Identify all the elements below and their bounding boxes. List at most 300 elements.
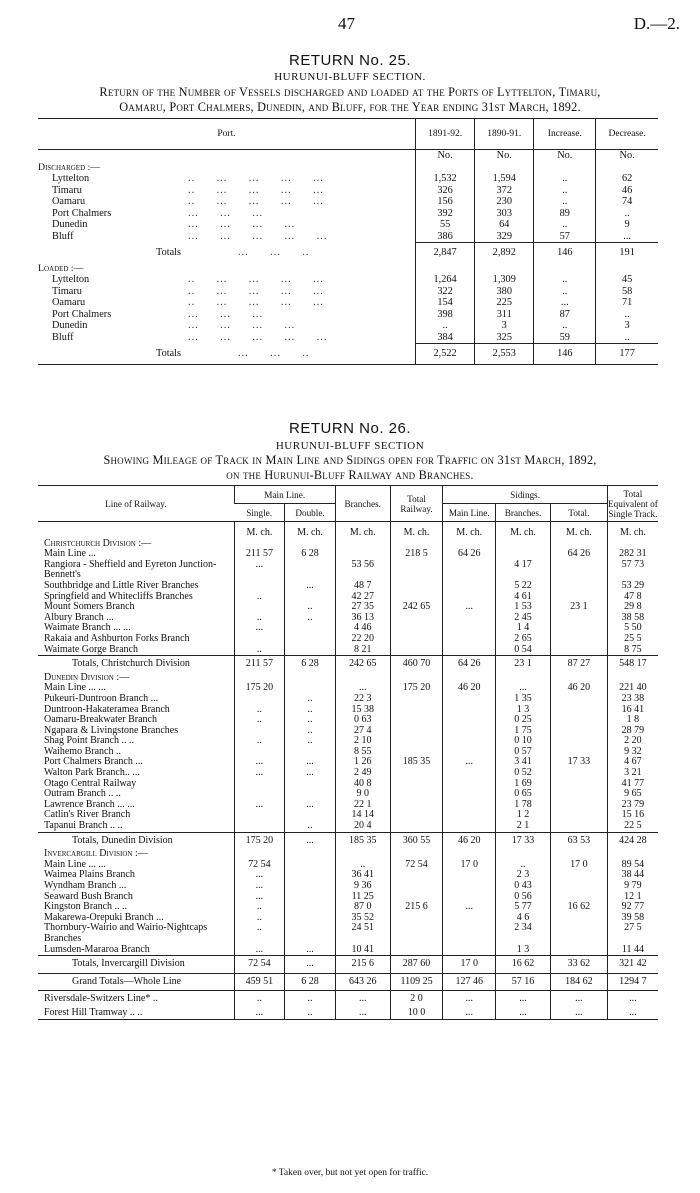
value-cell (285, 860, 336, 871)
railway-name: Catlin's River Branch (44, 809, 131, 821)
value-cell (390, 779, 443, 790)
railway-name: Lawrence Branch ... ... (44, 798, 135, 810)
col-sidings: Sidings. (443, 486, 607, 504)
col-branches: Branches. (335, 486, 390, 522)
value-cell: ... (234, 1008, 285, 1019)
value-cell: 23 1 (550, 602, 607, 613)
value-cell: 1 2 (496, 810, 551, 821)
value-cell: 3 21 (607, 768, 658, 779)
value-cell: ... (550, 1008, 607, 1019)
division-heading-row (38, 539, 658, 550)
value-cell: ... (443, 991, 496, 1008)
port-cell (38, 231, 416, 243)
value-cell: 17 0 (550, 860, 607, 871)
railway-name: Otago Central Railway (44, 777, 137, 789)
value-cell: ... (443, 757, 496, 768)
value-cell: 24 51 (335, 923, 390, 944)
value-cell: ... (496, 991, 551, 1008)
value-cell: 643 26 (335, 973, 390, 991)
value-cell: 1 3 (496, 945, 551, 956)
value-cell: 92 77 (607, 902, 658, 913)
value-cell: ... (285, 768, 336, 779)
port-name: Lyttelton (52, 274, 90, 285)
value-cell: 211 57 (234, 656, 285, 673)
value-cell: 211 57 (234, 549, 285, 560)
col-total-equivalent: Total Equivalent of Single Track. (607, 486, 658, 522)
value-cell (443, 634, 496, 645)
totals-label-cell (38, 344, 416, 365)
value-cell: 326 (416, 185, 475, 197)
value-cell: 185 35 (335, 832, 390, 849)
empty-cell (335, 539, 390, 550)
value-cell (390, 923, 443, 944)
footnote: * Taken over, but not yet open for traffic. (271, 1168, 429, 1178)
value-cell: .. (285, 613, 336, 624)
value-cell (234, 581, 285, 592)
group-heading-row (38, 162, 658, 174)
totals-label-cell (38, 243, 416, 263)
value-cell: 42 27 (335, 592, 390, 603)
value-cell: 22 20 (335, 634, 390, 645)
value-cell: 225 (475, 297, 534, 309)
value-cell (550, 945, 607, 956)
railway-name: Totals, Dunedin Division (38, 832, 234, 849)
value-cell: 9 32 (607, 747, 658, 758)
return-25-desc-line2: Oamaru, Port Chalmers, Dunedin, and Bluff, for the Year ending 31st March, 1892. (119, 100, 581, 114)
return-26-title: RETURN No. 26. (288, 420, 412, 437)
value-cell: 215 6 (390, 902, 443, 913)
railway-name: Pukeuri-Duntroon Branch ... (44, 692, 159, 704)
value-cell (443, 736, 496, 747)
group-heading: Loaded :— (38, 262, 84, 274)
value-cell (390, 736, 443, 747)
empty-cell (534, 162, 596, 174)
value-cell: 9 36 (335, 881, 390, 892)
value-cell: .. (416, 320, 475, 332)
value-cell: 87 27 (550, 656, 607, 673)
value-cell: 321 42 (607, 956, 658, 974)
value-cell (443, 715, 496, 726)
unit-label: M. ch. (335, 528, 390, 539)
value-cell: ... (443, 602, 496, 613)
value-cell: 127 46 (443, 973, 496, 991)
value-cell: 57 (534, 231, 596, 243)
port-name: Port Chalmers (52, 207, 112, 219)
value-cell (550, 870, 607, 881)
table-row (38, 219, 658, 231)
port-name: Port Chalmers (52, 308, 112, 320)
value-cell (550, 581, 607, 592)
value-cell (443, 560, 496, 581)
value-cell (550, 560, 607, 581)
return-26-desc-line2: on the Hurunui-Bluff Railway and Branches. (226, 468, 474, 482)
division-heading: Dunedin Division :— (44, 671, 130, 683)
value-cell (443, 810, 496, 821)
port-cell (38, 320, 416, 332)
leader-dots: ... ... ... ... ... (188, 331, 328, 343)
value-cell: 2 20 (607, 736, 658, 747)
grand-totals-row (38, 973, 658, 991)
port-name: Lyttelton (52, 173, 90, 184)
value-cell: 175 20 (234, 683, 285, 694)
value-cell: 27 4 (335, 726, 390, 737)
table-row (38, 800, 658, 811)
value-cell: 0 56 (496, 892, 551, 903)
railway-name: Port Chalmers Branch ... (44, 756, 143, 768)
value-cell: 11 44 (607, 945, 658, 956)
value-cell: .. (596, 208, 658, 220)
col-increase: Increase. (534, 119, 596, 150)
value-cell: .. (534, 274, 596, 286)
value-cell: 360 55 (390, 832, 443, 849)
value-cell (443, 945, 496, 956)
value-cell: .. (285, 705, 336, 716)
value-cell: 2 10 (335, 736, 390, 747)
empty-cell (416, 162, 475, 174)
division-heading-row (38, 849, 658, 860)
page-number: 47 (338, 14, 355, 33)
port-cell (38, 286, 416, 298)
value-cell: 64 (475, 219, 534, 231)
totals-value: 2,553 (475, 344, 534, 365)
table-row (38, 694, 658, 705)
empty-cell (596, 162, 658, 174)
railway-name: Lumsden-Mararoa Branch (44, 943, 150, 955)
value-cell: .. (285, 736, 336, 747)
value-cell (443, 789, 496, 800)
value-cell (390, 613, 443, 624)
value-cell (390, 789, 443, 800)
table-row (38, 309, 658, 321)
empty-cell (475, 162, 534, 174)
value-cell: 58 (596, 286, 658, 298)
value-cell (550, 634, 607, 645)
empty-cell (596, 263, 658, 275)
table-row (38, 602, 658, 613)
table-row (38, 286, 658, 298)
unit-label: M. ch. (496, 528, 551, 539)
value-cell: 8 21 (335, 645, 390, 656)
value-cell: 11 25 (335, 892, 390, 903)
railway-name: Totals, Invercargill Division (38, 956, 234, 974)
value-cell (390, 870, 443, 881)
value-cell: ... (335, 1008, 390, 1019)
value-cell: ... (285, 757, 336, 768)
value-cell: 0 52 (496, 768, 551, 779)
port-name: Dunedin (52, 320, 88, 331)
value-cell: 87 (534, 309, 596, 321)
value-cell: 329 (475, 231, 534, 243)
division-heading: Christchurch Division :— (44, 537, 152, 549)
value-cell: 1 4 (496, 623, 551, 634)
value-cell: ... (234, 800, 285, 811)
value-cell (390, 581, 443, 592)
value-cell: 2 3 (496, 870, 551, 881)
value-cell: 3 (475, 320, 534, 332)
value-cell: ... (496, 683, 551, 694)
value-cell: 20 4 (335, 821, 390, 832)
return-26-section: HURUNUI-BLUFF SECTION (275, 440, 425, 452)
value-cell: .. (285, 726, 336, 737)
value-cell: ... (534, 297, 596, 309)
value-cell: .. (234, 592, 285, 603)
value-cell: 2 34 (496, 923, 551, 944)
value-cell: 6 28 (285, 549, 336, 560)
value-cell (550, 923, 607, 944)
value-cell: ... (607, 1008, 658, 1019)
value-cell (443, 800, 496, 811)
value-cell: 27 5 (607, 923, 658, 944)
totals-label: Totals (156, 347, 182, 359)
col-sidings-branches: Branches. (496, 504, 551, 522)
port-cell (38, 185, 416, 197)
value-cell: 28 79 (607, 726, 658, 737)
value-cell: ... (285, 832, 336, 849)
value-cell: ... (335, 683, 390, 694)
value-cell: 4 46 (335, 623, 390, 634)
value-cell: .. (234, 991, 285, 1008)
value-cell: .. (285, 715, 336, 726)
value-cell: 38 58 (607, 613, 658, 624)
value-cell: ... (234, 757, 285, 768)
value-cell: 72 54 (234, 860, 285, 871)
totals-value: 2,847 (416, 243, 475, 263)
value-cell: 0 65 (496, 789, 551, 800)
port-name: Dunedin (52, 219, 88, 230)
value-cell: .. (596, 332, 658, 344)
railway-name: Waimea Plains Branch (44, 869, 135, 881)
value-cell: 5 77 (496, 902, 551, 913)
value-cell (550, 623, 607, 634)
value-cell: 72 54 (390, 860, 443, 871)
value-cell (234, 779, 285, 790)
group-heading-row (38, 263, 658, 275)
value-cell: ... (285, 581, 336, 592)
unit-label: M. ch. (443, 528, 496, 539)
col-sidings-total: Total. (550, 504, 607, 522)
value-cell: 64 26 (550, 549, 607, 560)
value-cell: 380 (475, 286, 534, 298)
leader-dots: .. ... ... ... ... (188, 184, 324, 196)
value-cell: ... (335, 991, 390, 1008)
table-row (38, 645, 658, 656)
value-cell: 9 0 (335, 789, 390, 800)
value-cell: 0 10 (496, 736, 551, 747)
value-cell (390, 945, 443, 956)
value-cell (443, 779, 496, 790)
value-cell (390, 560, 443, 581)
value-cell: 1,309 (475, 274, 534, 286)
value-cell: 311 (475, 309, 534, 321)
value-cell: 3 (596, 320, 658, 332)
value-cell: 36 13 (335, 613, 390, 624)
value-cell (285, 623, 336, 634)
value-cell (285, 881, 336, 892)
value-cell (285, 913, 336, 924)
value-cell (285, 892, 336, 903)
railway-name: Springfield and Whitecliffs Branches (44, 590, 193, 602)
value-cell: 53 56 (335, 560, 390, 581)
table-row (38, 274, 658, 286)
table-row (38, 634, 658, 645)
leader-dots: .. ... ... ... ... (188, 285, 324, 297)
value-cell: 10 0 (390, 1008, 443, 1019)
table-row (38, 736, 658, 747)
railway-name: Southbridge and Little River Branches (44, 579, 199, 591)
value-cell: 23 1 (496, 656, 551, 673)
page-header (0, 14, 700, 38)
value-cell: 87 0 (335, 902, 390, 913)
value-cell: 154 (416, 297, 475, 309)
col-main-line: Main Line. (234, 486, 335, 504)
value-cell: 8 55 (335, 747, 390, 758)
return-26-description (30, 453, 670, 483)
value-cell: 3 41 (496, 757, 551, 768)
leader-dots: .. ... ... ... ... (188, 297, 324, 308)
value-cell: 548 17 (607, 656, 658, 673)
return-25-desc-line1: Return of the Number of Vessels discharged and loaded at the Ports of Lyttelton, Timaru, (99, 85, 601, 99)
leader-dots: .. ... ... ... ... (188, 274, 324, 285)
value-cell: .. (534, 286, 596, 298)
return-26-desc-line1: Showing Mileage of Track in Main Line and Sidings open for Traffic on 31st March, 1892, (103, 453, 597, 467)
value-cell: ... (234, 881, 285, 892)
port-name: Timaru (52, 285, 82, 297)
value-cell (550, 913, 607, 924)
value-cell: 4 67 (607, 757, 658, 768)
value-cell: 218 5 (390, 549, 443, 560)
value-cell: 1 8 (607, 715, 658, 726)
value-cell (285, 923, 336, 944)
value-cell: 53 29 (607, 581, 658, 592)
value-cell: .. (285, 602, 336, 613)
col-double: Double. (285, 504, 336, 522)
value-cell (390, 645, 443, 656)
value-cell: 2 0 (390, 991, 443, 1008)
col-1890-91: 1890-91. (475, 119, 534, 150)
value-cell: 46 20 (443, 832, 496, 849)
table-row (38, 231, 658, 243)
railway-name: Wyndham Branch ... (44, 880, 127, 891)
value-cell (550, 645, 607, 656)
totals-row (38, 243, 658, 263)
value-cell: 17 0 (443, 956, 496, 974)
value-cell: .. (534, 320, 596, 332)
value-cell: 89 (534, 208, 596, 220)
unit-label: M. ch. (607, 528, 658, 539)
value-cell (550, 881, 607, 892)
value-cell (550, 810, 607, 821)
railway-name: Walton Park Branch.. ... (44, 767, 140, 779)
table-row (38, 320, 658, 332)
value-cell (443, 768, 496, 779)
value-cell: ... (234, 945, 285, 956)
value-cell: 46 (596, 185, 658, 197)
value-cell: 47 8 (607, 592, 658, 603)
value-cell: .. (234, 902, 285, 913)
value-cell: 4 61 (496, 592, 551, 603)
value-cell: 303 (475, 208, 534, 220)
value-cell: 0 57 (496, 747, 551, 758)
value-cell: 372 (475, 185, 534, 197)
value-cell: 89 54 (607, 860, 658, 871)
railway-name: Forest Hill Tramway .. .. (44, 1006, 143, 1018)
value-cell: 156 (416, 196, 475, 208)
value-cell (443, 870, 496, 881)
value-cell: 46 20 (443, 683, 496, 694)
value-cell (390, 634, 443, 645)
leader-dots: .. ... ... ... ... (188, 196, 324, 207)
value-cell: 35 52 (335, 913, 390, 924)
value-cell: 5 22 (496, 581, 551, 592)
value-cell (550, 705, 607, 716)
value-cell: 48 7 (335, 581, 390, 592)
table-row (38, 581, 658, 592)
value-cell: 175 20 (390, 683, 443, 694)
value-cell: 282 31 (607, 549, 658, 560)
value-cell (550, 613, 607, 624)
value-cell: 57 16 (496, 973, 551, 991)
value-cell (390, 768, 443, 779)
table-row (38, 173, 658, 185)
leader-dots: ... ... ... ... (188, 219, 296, 230)
port-cell (38, 196, 416, 208)
value-cell (390, 800, 443, 811)
totals-value: 2,522 (416, 344, 475, 365)
totals-value: 146 (534, 243, 596, 263)
value-cell: 9 65 (607, 789, 658, 800)
value-cell: 230 (475, 196, 534, 208)
unit-label: M. ch. (390, 528, 443, 539)
value-cell: 14 14 (335, 810, 390, 821)
table-row (38, 870, 658, 881)
port-name: Bluff (52, 230, 74, 242)
value-cell (390, 705, 443, 716)
leader-dots: ... ... ... ... (188, 320, 296, 331)
value-cell: 1 26 (335, 757, 390, 768)
value-cell: 1,532 (416, 173, 475, 185)
value-cell: 22 5 (607, 821, 658, 832)
value-cell: 8 75 (607, 645, 658, 656)
railway-name: Waihemo Branch .. (44, 745, 121, 757)
division-totals-row (38, 832, 658, 849)
empty-cell (416, 263, 475, 275)
value-cell: 71 (596, 297, 658, 309)
table-row (38, 810, 658, 821)
value-cell: 185 35 (390, 757, 443, 768)
value-cell: 1 35 (496, 694, 551, 705)
unit-label: No. (416, 150, 475, 162)
table-row (38, 185, 658, 197)
value-cell: 287 60 (390, 956, 443, 974)
value-cell: 25 5 (607, 634, 658, 645)
empty-cell (534, 263, 596, 275)
value-cell (234, 810, 285, 821)
value-cell: 1 75 (496, 726, 551, 737)
value-cell: 392 (416, 208, 475, 220)
value-cell (390, 715, 443, 726)
value-cell (550, 821, 607, 832)
value-cell: ... (234, 623, 285, 634)
empty-cell (285, 673, 336, 684)
value-cell (390, 913, 443, 924)
value-cell (234, 634, 285, 645)
table-row (38, 297, 658, 309)
unit-label: M. ch. (234, 528, 285, 539)
leader-dots: ... ... ... ... ... (188, 230, 328, 242)
value-cell (443, 581, 496, 592)
document-code: D.—2. (633, 14, 680, 33)
value-cell: 1109 25 (390, 973, 443, 991)
